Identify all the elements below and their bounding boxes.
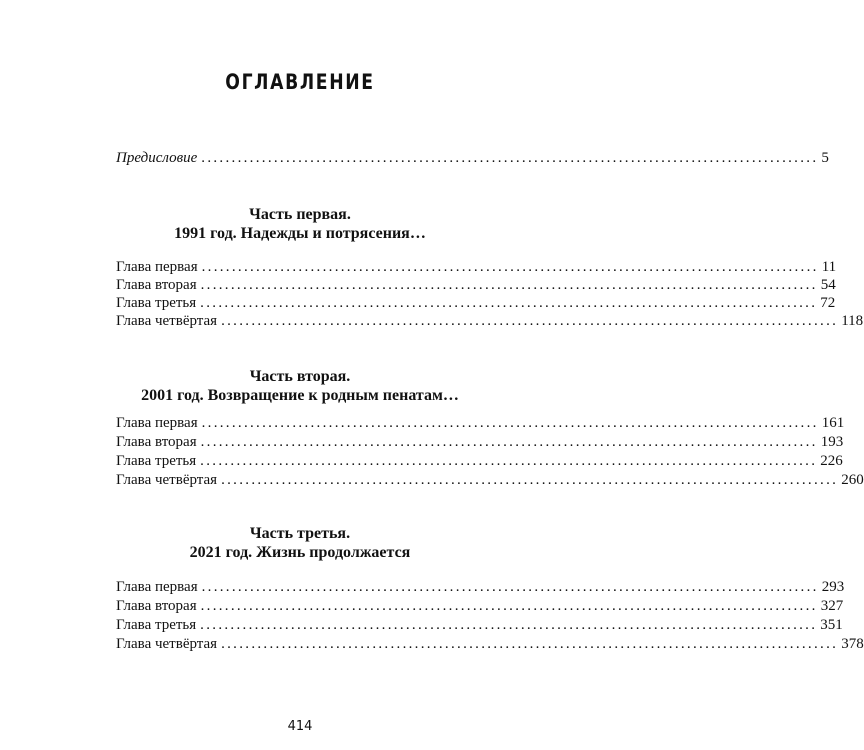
part-3-subtitle: 2021 год. Жизнь продолжается (189, 544, 411, 561)
toc-entry-page: 161 (821, 415, 845, 431)
toc-entry (116, 616, 843, 634)
toc-entry-page: 54 (820, 277, 836, 293)
dot-leader: ...................................................................................................... (201, 415, 819, 431)
part-1-subtitle: 1991 год. Надежды и потрясения… (174, 225, 426, 242)
toc-entry-label: Глава вторая (116, 277, 197, 293)
toc-entry (116, 414, 845, 432)
dot-leader: ...................................................................................................... (201, 579, 819, 595)
dot-leader: ...................................................................................................... (201, 150, 819, 166)
toc-entry (116, 578, 845, 596)
toc-entry-label: Предисловие (116, 150, 198, 166)
toc-entry-page: 72 (820, 295, 836, 311)
toc-entry (116, 433, 844, 451)
toc-entry-page: 260 (841, 472, 864, 488)
toc-entry (116, 452, 843, 470)
dot-leader: ...................................................................................................... (200, 453, 818, 469)
dot-leader: ...................................................................................................... (200, 295, 818, 311)
toc-entry-page: 5 (821, 150, 829, 166)
toc-entry-page: 293 (821, 579, 845, 595)
toc-entry (116, 294, 836, 312)
toc-entry-label: Глава первая (116, 415, 198, 431)
toc-entry-preface (116, 149, 829, 167)
toc-entry (116, 597, 844, 615)
toc-entry (116, 276, 836, 294)
toc-entry-label: Глава четвёртая (116, 472, 218, 488)
dot-leader: ...................................................................................................... (201, 259, 819, 275)
toc-entry-page: 11 (821, 259, 837, 275)
toc-entry-label: Глава третья (116, 617, 197, 633)
toc-entry-page: 351 (820, 617, 843, 633)
toc-entry-label: Глава вторая (116, 598, 197, 614)
toc-entry-label: Глава четвёртая (116, 636, 218, 652)
toc-entry-page: 226 (820, 453, 843, 469)
page-number: 414 (287, 719, 313, 734)
dot-leader: ...................................................................................................... (200, 598, 818, 614)
toc-entry (116, 471, 864, 489)
toc-entry-page: 193 (820, 434, 844, 450)
part-2-subtitle: 2001 год. Возвращение к родным пенатам… (141, 387, 459, 404)
toc-entry (116, 635, 864, 653)
dot-leader: ...................................................................................................... (200, 617, 818, 633)
toc-entry-page: 327 (820, 598, 844, 614)
part-1-heading: Часть первая. (249, 206, 351, 223)
toc-entry-label: Глава вторая (116, 434, 197, 450)
toc-entry (116, 312, 864, 330)
dot-leader: ...................................................................................................... (200, 277, 818, 293)
part-3-heading: Часть третья. (249, 525, 351, 542)
toc-entry-label: Глава четвёртая (116, 313, 218, 329)
dot-leader: ...................................................................................................... (221, 636, 839, 652)
toc-entry-label: Глава третья (116, 295, 197, 311)
dot-leader: ...................................................................................................... (200, 434, 818, 450)
toc-entry (116, 258, 837, 276)
dot-leader: ...................................................................................................... (221, 313, 839, 329)
toc-title: ОГЛАВЛЕНИЕ (225, 70, 375, 94)
dot-leader: ...................................................................................................... (221, 472, 839, 488)
toc-entry-label: Глава первая (116, 579, 198, 595)
toc-entry-page: 118 (841, 313, 864, 329)
part-2-heading: Часть вторая. (249, 368, 351, 385)
toc-entry-label: Глава первая (116, 259, 198, 275)
toc-entry-page: 378 (841, 636, 864, 652)
toc-entry-label: Глава третья (116, 453, 197, 469)
